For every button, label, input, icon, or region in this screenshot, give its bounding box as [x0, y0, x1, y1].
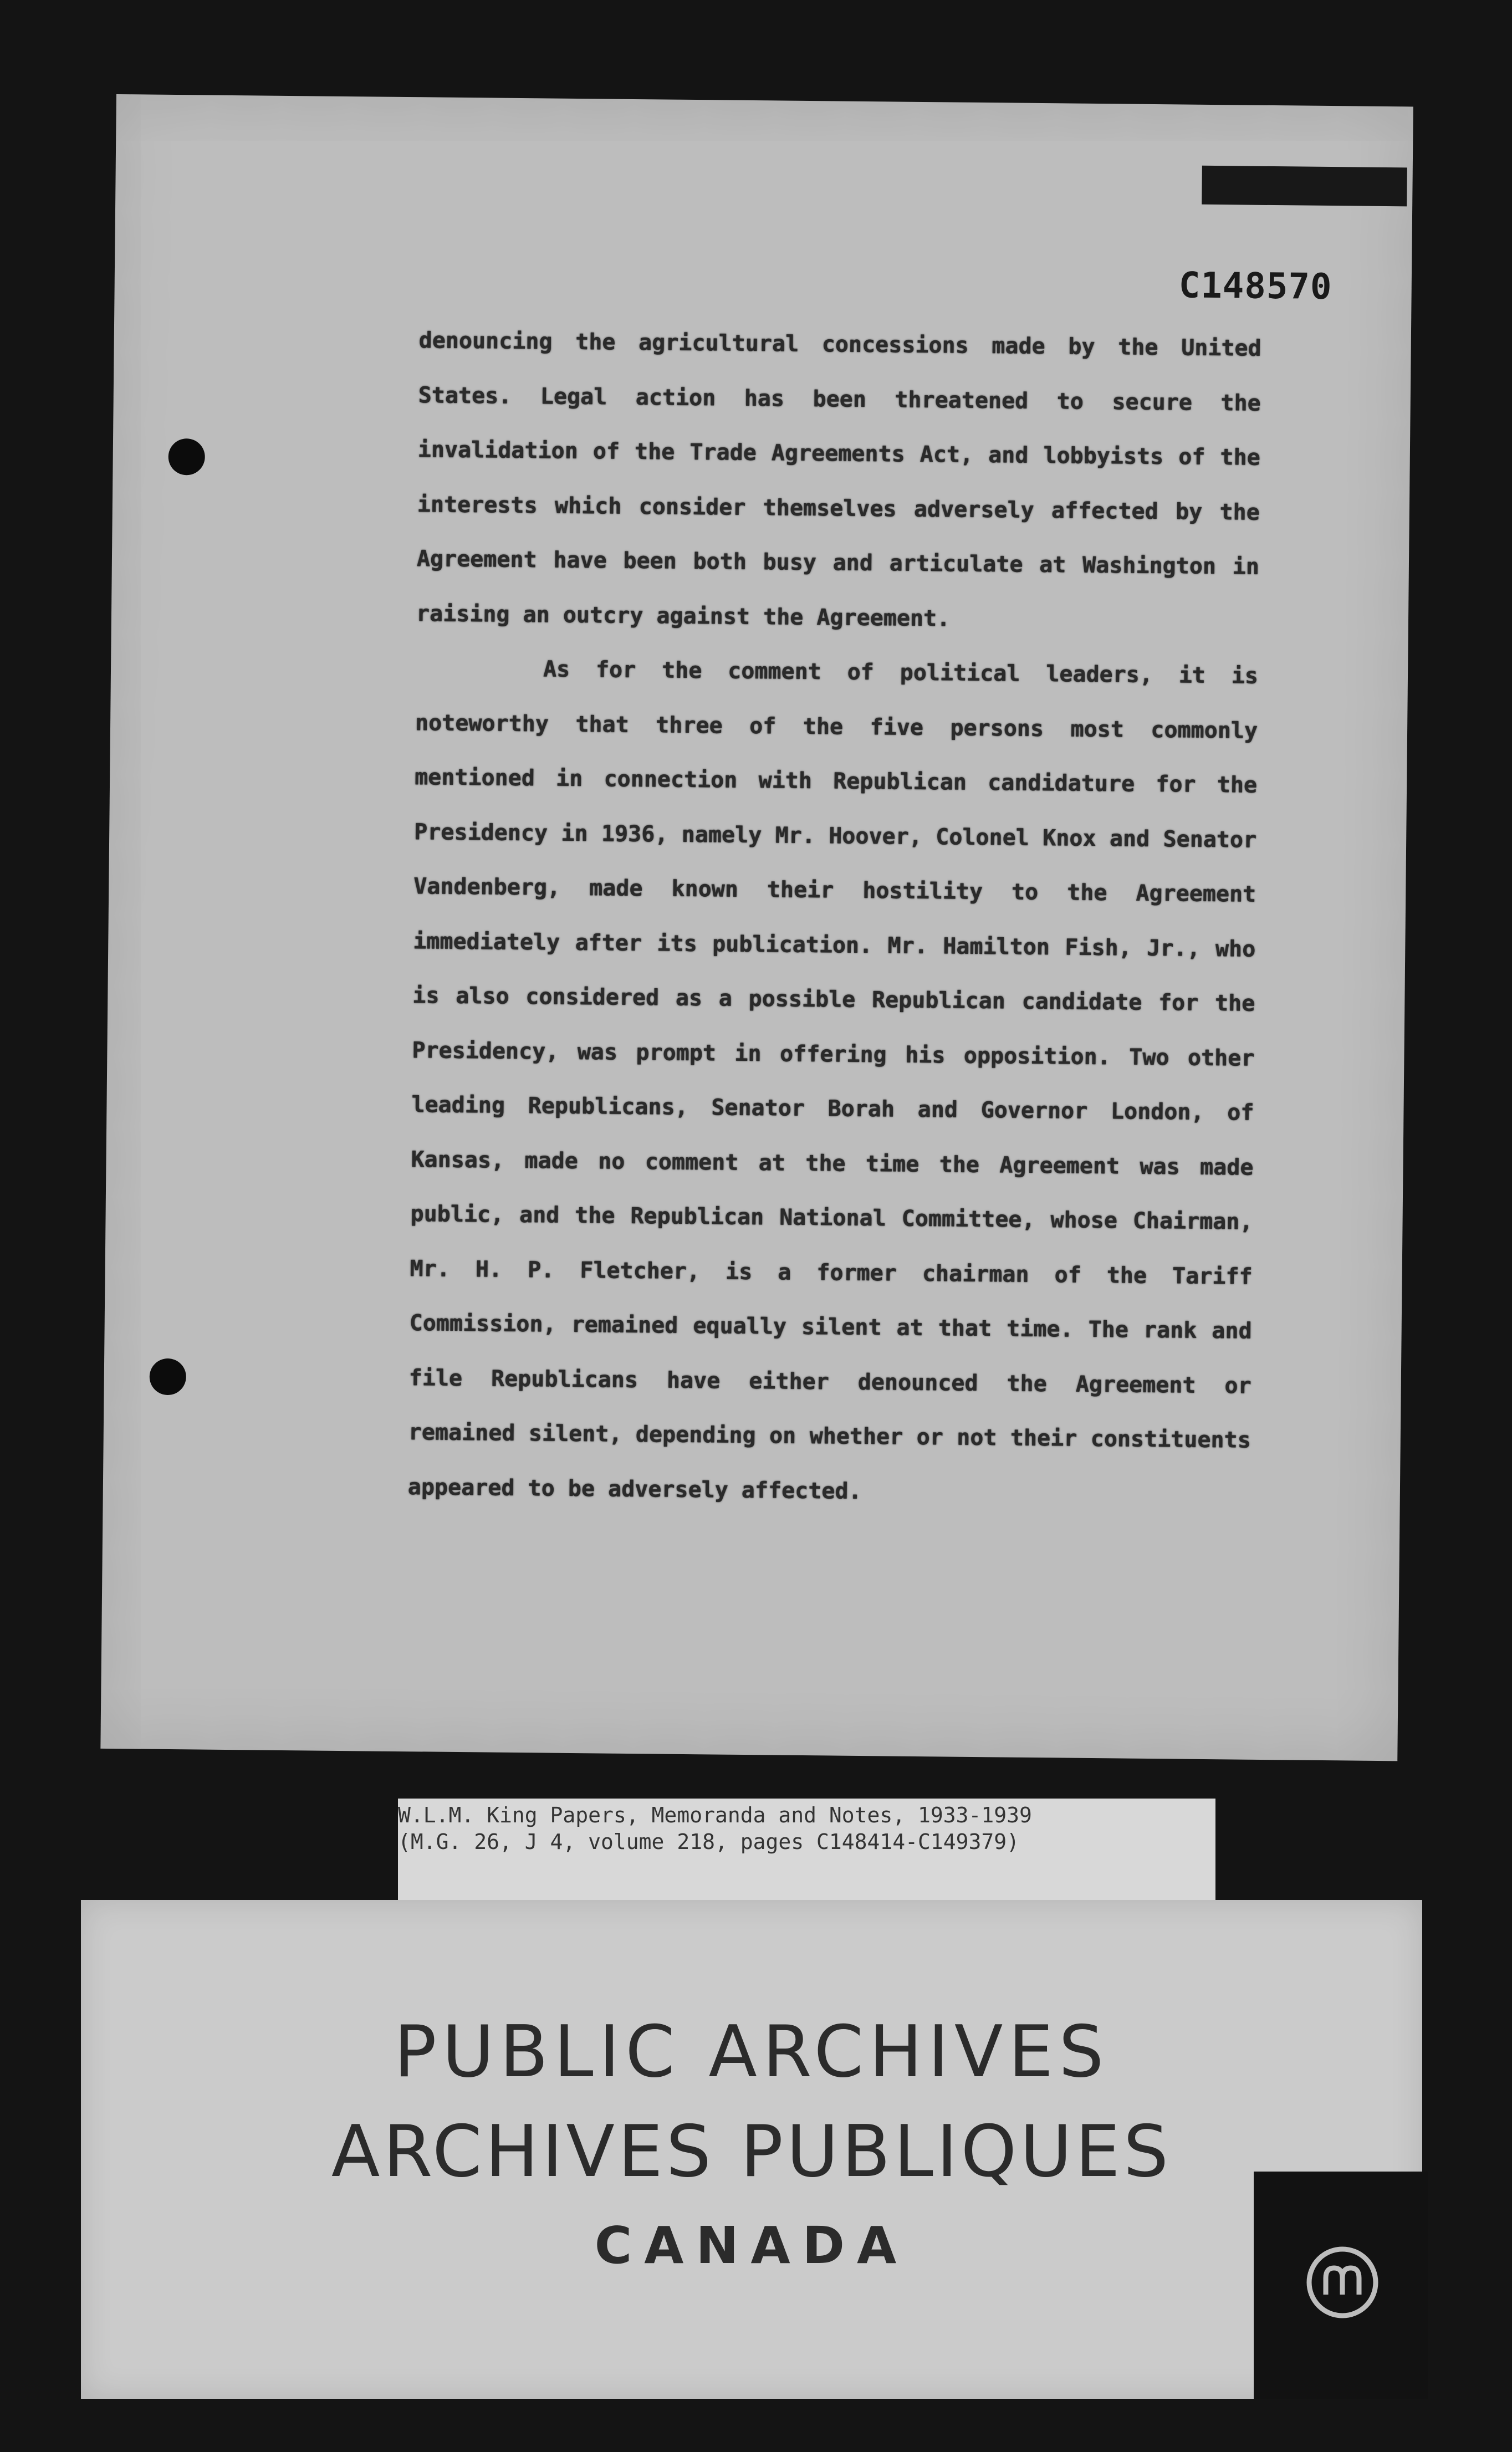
punch-hole	[168, 438, 205, 476]
paragraph: As for the comment of political leaders, it is noteworthy that three of the five persons most commonly mentioned in connection with Republican candidature for the Presidency in 1936, namely Mr. Hoover, Colonel Knox and Senator Vandenberg, made known their hostility to the Agreement immediately after its publication. Mr. Hamilton Fish, Jr., who is also considered as a possible Republican candidate for the Presidency, was prompt in offering his opposition. Two other leading Republicans, Senator Borah and Governor London, of Kansas, made no comment at the time the Agreement was made public, and the Republican National Committee, whose Chairman, Mr. H. P. Fletcher, is a former chairman of the Tariff Commission, remained equally silent at that time. The rank and file Republicans have either denounced the Agreement or remained silent, depending on whether or not their constituents appeared to be adversely affected.	[407, 656, 1259, 1504]
reference-line: W.L.M. King Papers, Memoranda and Notes, 1933-1939	[398, 1803, 1032, 1827]
reference-label	[398, 1799, 1215, 1915]
archives-title-fr: ARCHIVES PUBLIQUES	[331, 2111, 1172, 2193]
page-number: C148570	[1178, 265, 1332, 308]
archives-emblem-icon	[1304, 2244, 1381, 2321]
archives-card	[81, 1900, 1422, 2399]
paragraph: denouncing the agricultural concessions made by the United States. Legal action has been threatened to secure the invalidation of the Trade Agreements Act, and lobbyists of the interests which consider themselves adversely affected by the Agreement have been both busy and articulate at Washington in raising an outcry against the Agreement.	[416, 328, 1261, 631]
punch-hole	[149, 1358, 186, 1396]
reference-line: (M.G. 26, J 4, volume 218, pages C148414-C149379)	[398, 1830, 1020, 1854]
archives-logo	[1254, 2172, 1428, 2399]
body-text	[407, 313, 1261, 1522]
document-page	[100, 94, 1413, 1761]
archives-title-en: PUBLIC ARCHIVES	[394, 2011, 1110, 2093]
archives-country: CANADA	[594, 2216, 909, 2275]
redaction-block	[1202, 166, 1407, 207]
